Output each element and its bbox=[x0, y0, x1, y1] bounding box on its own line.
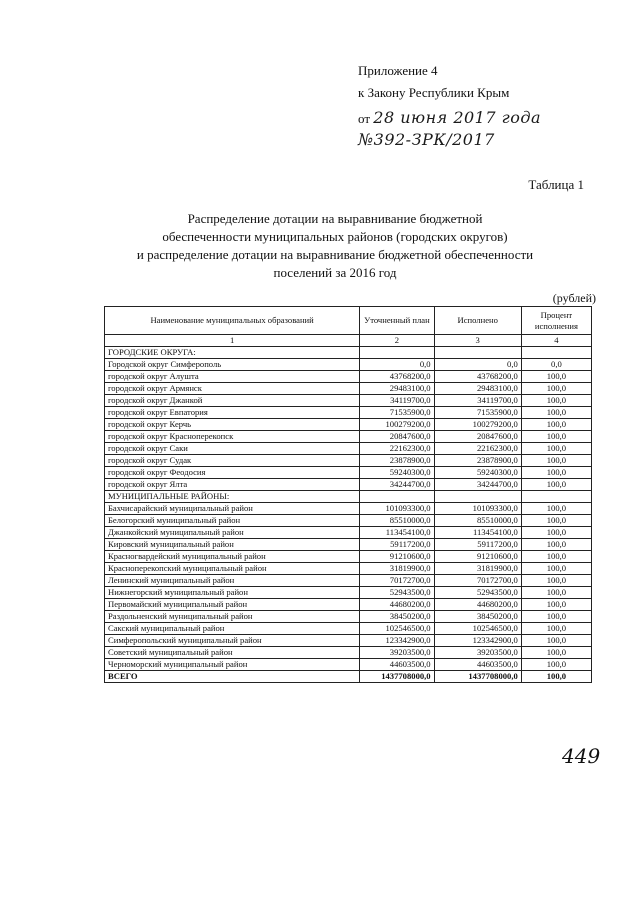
row-name: городской округ Судак bbox=[105, 455, 360, 467]
row-plan: 23878900,0 bbox=[360, 455, 434, 467]
table-header-row bbox=[105, 307, 592, 335]
row-done: 29483100,0 bbox=[434, 383, 521, 395]
row-plan: 44680200,0 bbox=[360, 599, 434, 611]
table-row bbox=[105, 563, 592, 575]
table-row bbox=[105, 395, 592, 407]
handwritten-date: 28 июня 2017 года bbox=[373, 108, 542, 127]
row-plan: 20847600,0 bbox=[360, 431, 434, 443]
col-number: 2 bbox=[360, 335, 434, 347]
row-name: Ленинский муниципальный район bbox=[105, 575, 360, 587]
row-name: Городской округ Симферополь bbox=[105, 359, 360, 371]
row-done: 44680200,0 bbox=[434, 599, 521, 611]
table-row bbox=[105, 659, 592, 671]
row-name: городской округ Керчь bbox=[105, 419, 360, 431]
section-label: ГОРОДСКИЕ ОКРУГА: bbox=[105, 347, 360, 359]
table-row bbox=[105, 599, 592, 611]
row-name: городской округ Алушта bbox=[105, 371, 360, 383]
row-percent: 100,0 bbox=[521, 419, 591, 431]
row-name: Бахчисарайский муниципальный район bbox=[105, 503, 360, 515]
table-row bbox=[105, 455, 592, 467]
row-done: 23878900,0 bbox=[434, 455, 521, 467]
row-name: городской округ Евпатория bbox=[105, 407, 360, 419]
row-done: 38450200,0 bbox=[434, 611, 521, 623]
row-name: Нижнегорский муниципальный район bbox=[105, 587, 360, 599]
row-plan: 0,0 bbox=[360, 359, 434, 371]
row-percent: 100,0 bbox=[521, 383, 591, 395]
row-done: 44603500,0 bbox=[434, 659, 521, 671]
total-done: 1437708000,0 bbox=[434, 671, 521, 683]
row-name: Симферопольский муниципальный район bbox=[105, 635, 360, 647]
row-done: 100279200,0 bbox=[434, 419, 521, 431]
table-row bbox=[105, 467, 592, 479]
row-name: Раздольненский муниципальный район bbox=[105, 611, 360, 623]
row-name: Черноморский муниципальный район bbox=[105, 659, 360, 671]
row-done: 20847600,0 bbox=[434, 431, 521, 443]
row-done: 70172700,0 bbox=[434, 575, 521, 587]
document-header bbox=[358, 62, 541, 150]
col-number: 3 bbox=[434, 335, 521, 347]
row-percent: 100,0 bbox=[521, 563, 591, 575]
section-label: МУНИЦИПАЛЬНЫЕ РАЙОНЫ: bbox=[105, 491, 360, 503]
row-percent: 100,0 bbox=[521, 395, 591, 407]
row-percent: 100,0 bbox=[521, 431, 591, 443]
row-plan: 39203500,0 bbox=[360, 647, 434, 659]
row-done: 22162300,0 bbox=[434, 443, 521, 455]
row-name: городской округ Ялта bbox=[105, 479, 360, 491]
row-plan: 85510000,0 bbox=[360, 515, 434, 527]
row-plan: 44603500,0 bbox=[360, 659, 434, 671]
total-label: ВСЕГО bbox=[105, 671, 360, 683]
row-plan: 102546500,0 bbox=[360, 623, 434, 635]
table-row bbox=[105, 527, 592, 539]
handwritten-page-number: 449 bbox=[562, 744, 601, 768]
row-percent: 100,0 bbox=[521, 611, 591, 623]
section-row-city bbox=[105, 347, 592, 359]
row-plan: 71535900,0 bbox=[360, 407, 434, 419]
col-number: 1 bbox=[105, 335, 360, 347]
table-label: Таблица 1 bbox=[528, 177, 584, 192]
row-plan: 52943500,0 bbox=[360, 587, 434, 599]
row-done: 43768200,0 bbox=[434, 371, 521, 383]
row-percent: 100,0 bbox=[521, 407, 591, 419]
row-done: 34244700,0 bbox=[434, 479, 521, 491]
table-row bbox=[105, 443, 592, 455]
row-percent: 100,0 bbox=[521, 647, 591, 659]
total-row bbox=[105, 671, 592, 683]
row-plan: 123342900,0 bbox=[360, 635, 434, 647]
row-name: Первомайский муниципальный район bbox=[105, 599, 360, 611]
row-plan: 59117200,0 bbox=[360, 539, 434, 551]
table-row bbox=[105, 407, 592, 419]
header-name: Наименование муниципальных образований bbox=[105, 307, 360, 335]
row-percent: 100,0 bbox=[521, 503, 591, 515]
table-row bbox=[105, 623, 592, 635]
row-percent: 100,0 bbox=[521, 623, 591, 635]
row-percent: 100,0 bbox=[521, 635, 591, 647]
row-done: 52943500,0 bbox=[434, 587, 521, 599]
row-plan: 31819900,0 bbox=[360, 563, 434, 575]
row-done: 0,0 bbox=[434, 359, 521, 371]
row-percent: 100,0 bbox=[521, 599, 591, 611]
date-prefix: от bbox=[358, 111, 371, 126]
row-done: 59117200,0 bbox=[434, 539, 521, 551]
row-plan: 91210600,0 bbox=[360, 551, 434, 563]
table-row bbox=[105, 431, 592, 443]
table-row bbox=[105, 647, 592, 659]
table-row bbox=[105, 371, 592, 383]
row-plan: 101093300,0 bbox=[360, 503, 434, 515]
handwritten-law-number: №392-ЗРК/2017 bbox=[358, 130, 495, 149]
column-number-row bbox=[105, 335, 592, 347]
section-row-district bbox=[105, 491, 592, 503]
table-row bbox=[105, 419, 592, 431]
row-name: Кировский муниципальный район bbox=[105, 539, 360, 551]
table-row bbox=[105, 635, 592, 647]
appendix-label: Приложение 4 bbox=[358, 63, 438, 78]
table-row bbox=[105, 611, 592, 623]
row-name: Советский муниципальный район bbox=[105, 647, 360, 659]
row-plan: 38450200,0 bbox=[360, 611, 434, 623]
row-done: 31819900,0 bbox=[434, 563, 521, 575]
row-name: городской округ Армянск bbox=[105, 383, 360, 395]
title-line: Распределение дотации на выравнивание бюджетной bbox=[187, 211, 483, 226]
row-done: 71535900,0 bbox=[434, 407, 521, 419]
row-name: Джанкойский муниципальный район bbox=[105, 527, 360, 539]
row-percent: 100,0 bbox=[521, 575, 591, 587]
row-percent: 0,0 bbox=[521, 359, 591, 371]
subsidy-table bbox=[104, 306, 592, 683]
row-percent: 100,0 bbox=[521, 479, 591, 491]
row-done: 59240300,0 bbox=[434, 467, 521, 479]
table-row bbox=[105, 551, 592, 563]
row-plan: 59240300,0 bbox=[360, 467, 434, 479]
row-plan: 100279200,0 bbox=[360, 419, 434, 431]
row-done: 113454100,0 bbox=[434, 527, 521, 539]
table-row bbox=[105, 479, 592, 491]
title-line: обеспеченности муниципальных районов (городских округов) bbox=[162, 229, 508, 244]
table-row bbox=[105, 359, 592, 371]
law-date-line bbox=[358, 106, 541, 128]
table-row bbox=[105, 515, 592, 527]
row-name: Красноперекопский муниципальный район bbox=[105, 563, 360, 575]
row-plan: 113454100,0 bbox=[360, 527, 434, 539]
row-percent: 100,0 bbox=[521, 443, 591, 455]
row-plan: 34244700,0 bbox=[360, 479, 434, 491]
law-reference: к Закону Республики Крым bbox=[358, 85, 510, 100]
row-name: городской округ Феодосия bbox=[105, 467, 360, 479]
row-done: 39203500,0 bbox=[434, 647, 521, 659]
row-percent: 100,0 bbox=[521, 371, 591, 383]
row-name: городской округ Саки bbox=[105, 443, 360, 455]
row-percent: 100,0 bbox=[521, 455, 591, 467]
row-name: Белогорский муниципальный район bbox=[105, 515, 360, 527]
row-percent: 100,0 bbox=[521, 587, 591, 599]
col-number: 4 bbox=[521, 335, 591, 347]
row-done: 34119700,0 bbox=[434, 395, 521, 407]
row-percent: 100,0 bbox=[521, 467, 591, 479]
row-plan: 34119700,0 bbox=[360, 395, 434, 407]
row-percent: 100,0 bbox=[521, 539, 591, 551]
row-percent: 100,0 bbox=[521, 527, 591, 539]
units-label: (рублей) bbox=[552, 291, 596, 305]
header-plan: Уточненный план bbox=[360, 307, 434, 335]
table-row bbox=[105, 383, 592, 395]
row-percent: 100,0 bbox=[521, 551, 591, 563]
row-plan: 29483100,0 bbox=[360, 383, 434, 395]
row-plan: 22162300,0 bbox=[360, 443, 434, 455]
table-row bbox=[105, 575, 592, 587]
document-title bbox=[100, 210, 570, 282]
row-name: городской округ Красноперекопск bbox=[105, 431, 360, 443]
row-plan: 70172700,0 bbox=[360, 575, 434, 587]
header-done: Исполнено bbox=[434, 307, 521, 335]
row-done: 102546500,0 bbox=[434, 623, 521, 635]
row-done: 85510000,0 bbox=[434, 515, 521, 527]
total-plan: 1437708000,0 bbox=[360, 671, 434, 683]
row-plan: 43768200,0 bbox=[360, 371, 434, 383]
row-name: городской округ Джанкой bbox=[105, 395, 360, 407]
row-percent: 100,0 bbox=[521, 659, 591, 671]
title-line: поселений за 2016 год bbox=[273, 265, 397, 280]
row-done: 91210600,0 bbox=[434, 551, 521, 563]
row-name: Сакский муниципальный район bbox=[105, 623, 360, 635]
table-row bbox=[105, 539, 592, 551]
row-done: 123342900,0 bbox=[434, 635, 521, 647]
table-row bbox=[105, 587, 592, 599]
total-percent: 100,0 bbox=[521, 671, 591, 683]
title-line: и распределение дотации на выравнивание бюджетной обеспеченности bbox=[136, 247, 534, 262]
row-done: 101093300,0 bbox=[434, 503, 521, 515]
table-row bbox=[105, 503, 592, 515]
header-percent: Процент исполнения bbox=[521, 307, 591, 335]
row-percent: 100,0 bbox=[521, 515, 591, 527]
row-name: Красногвардейский муниципальный район bbox=[105, 551, 360, 563]
